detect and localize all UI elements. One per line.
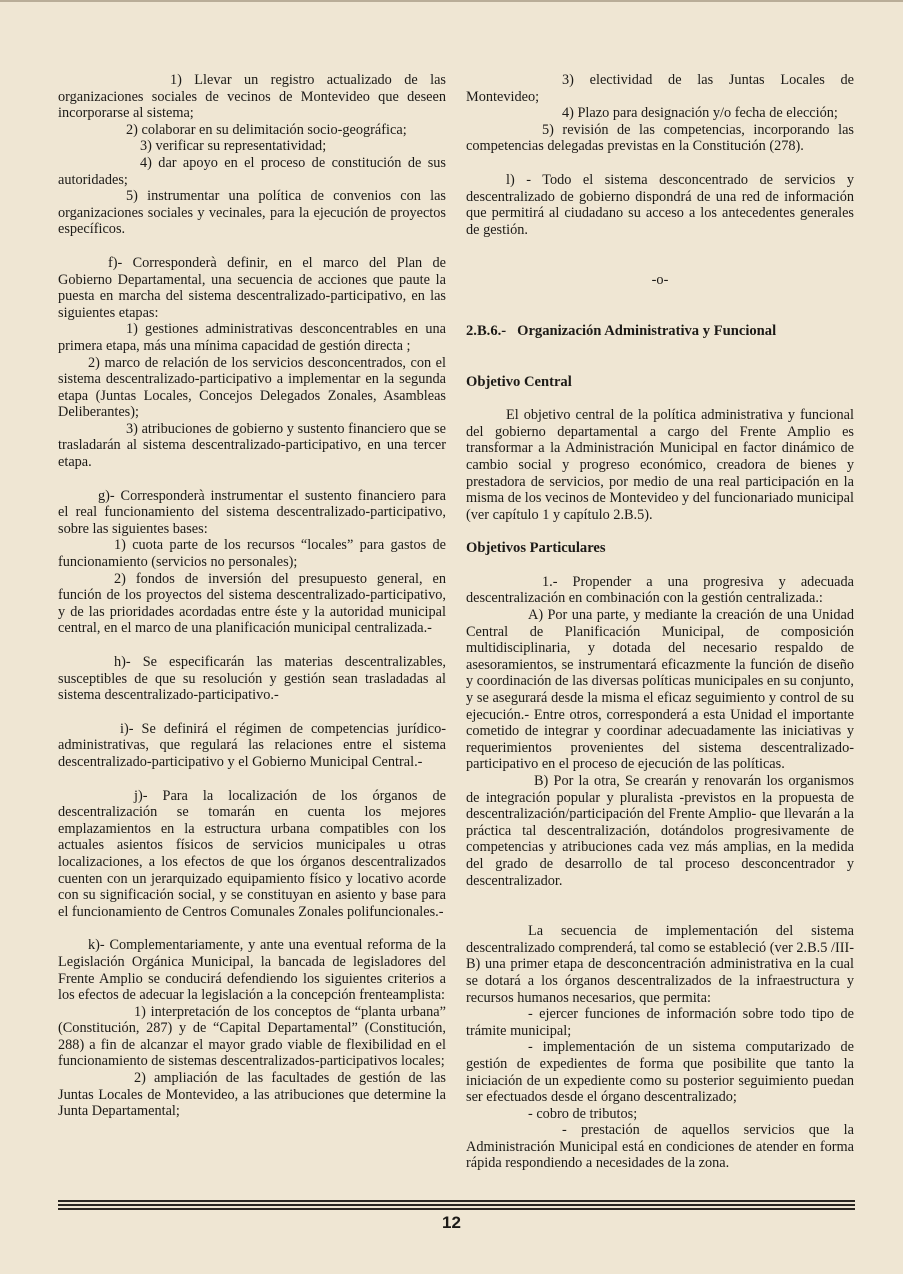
- paragraph-g-2: 2) fondos de inversión del presupuesto general, en función de los proyectos del sistema descentralizado-participativo, y de las prioridades acordadas entre éste y la autoridad municipal central, en el marco de una planificación municipal centralizada.-: [58, 570, 446, 637]
- footer-rule-bottom: [58, 1208, 855, 1210]
- footer-rule-top: [58, 1200, 855, 1202]
- bullet-informacion: - ejercer funciones de información sobre todo tipo de trámite municipal;: [466, 1006, 854, 1039]
- paragraph-h: h)- Se especificarán las materias descentralizables, susceptibles de que su resolución y gestión sean trasladadas al sistema descentralizado-participativo.-: [58, 654, 446, 704]
- page-number: 12: [442, 1213, 461, 1232]
- paragraph-k-3: 3) electividad de las Juntas Locales de Montevideo;: [466, 72, 854, 105]
- paragraph-k: k)- Complementariamente, y ante una eventual reforma de la Legislación Orgánica Municipal, la bancada de legisladores del Frente Amplio se conducirá defendiendo los siguientes criterios a los efectos de adecuar la legislación a la concepción frenteamplista:: [58, 937, 446, 1004]
- paragraph-g: g)- Corresponderà instrumentar el sustento financiero para el real funcionamiento del sistema descentralizado-participativo, sobre las siguientes bases:: [58, 487, 446, 537]
- paragraph-secuencia: La secuencia de implementación del sistema descentralizado comprenderá, tal como se estableció (ver 2.B.5 /III-B) una primer etapa de desconcentración administrativa en la cual se dotará a los órganos descentralizados de la infraestructura y recursos humanos necesarios, que permita:: [466, 923, 854, 1006]
- bullet-computarizado: - implementación de un sistema computarizado de gestión de expedientes de forma que posibilite que tanto la iniciación de un expediente como su posterior seguimiento puedan ser efectuados desde el órgano descentralizado;: [466, 1039, 854, 1106]
- paragraph-e-1: 1) Llevar un registro actualizado de las organizaciones sociales de vecinos de Montevideo que deseen incorporarse al sistema;: [58, 72, 446, 122]
- paragraph-objetivo-central: El objetivo central de la política administrativa y funcional del gobierno departamental a cargo del Frente Amplio es transformar a la Administración Municipal en factor dinámico de cambio social y progreso económico, creadora de bienes y prestadora de servicios, por medio de una real participación en la misma de los vecinos de Montevideo y del funcionariado municipal (ver capítulo 1 y capítulo 2.B.5).: [466, 407, 854, 523]
- separator: -o-: [651, 272, 669, 289]
- paragraph-e-5: 5) instrumentar una política de convenios con las organizaciones sociales y vecinales, para la ejecución de proyectos específicos.: [58, 188, 446, 238]
- paragraph-k-2: 2) ampliación de las facultades de gestión de las Juntas Locales de Montevideo, a las atribuciones que determine la Junta Departamental;: [58, 1070, 446, 1120]
- paragraph-k-1: 1) interpretación de los conceptos de “planta urbana” (Constitución, 287) y de “Capital Departamental” (Constitución, 288) a fin de alcanzar el mayor grado viable de flexibilidad en el funcionamiento de sistemas descentralizados-participativos locales;: [58, 1003, 446, 1070]
- right-column: [466, 72, 854, 1172]
- paragraph-i: i)- Se definirá el régimen de competencias jurídico-administrativas, que regulará las relaciones entre el sistema descentralizado-participativo y el Gobierno Municipal Central.-: [58, 720, 446, 770]
- section-title: Organización Administrativa y Funcional: [517, 322, 777, 339]
- paragraph-f: f)- Corresponderà definir, en el marco del Plan de Gobierno Departamental, una secuencia de acciones que paute la puesta en marcha del sistema descentralizado-participativo, en las siguientes etapas:: [58, 254, 446, 321]
- paragraph-j: j)- Para la localización de los órganos de descentralización se tomarán en cuenta los mejores emplazamientos en la estructura urbana compatibles con los actuales asientos físicos de servicios municipales u otras localizaciones, a los efectos de que los órganos descentralizados cuenten con un jerarquizado equipamiento físico y locativo acorde con su significación social, y se constituyan en asiento y base para el funcionamiento de Centros Comunales Zonales polifuncionales.-: [58, 787, 446, 920]
- paragraph-f-2: 2) marco de relación de los servicios desconcentrados, con el sistema descentralizado-participativo a implementar en la segunda etapa (Juntas Locales, Concejos Delegados Zonales, Asambleas Deliberantes);: [58, 354, 446, 421]
- paragraph-k-4: 4) Plazo para designación y/o fecha de elección;: [562, 105, 838, 122]
- footer-rule-middle: [58, 1204, 855, 1206]
- paragraph-e-2: 2) colaborar en su delimitación socio-geográfica;: [126, 121, 407, 138]
- bullet-cobro: - cobro de tributos;: [528, 1105, 638, 1122]
- paragraph-l: l) - Todo el sistema desconcentrado de servicios y descentralizado de gobierno dispondrá de una red de información que permitirá al ciudadano su acceso a los antecedentes generales de gestión.: [466, 171, 854, 238]
- paragraph-e-4: 4) dar apoyo en el proceso de constitución de sus autoridades;: [58, 154, 446, 188]
- section-number: 2.B.6.-: [466, 322, 507, 339]
- paragraph-b: B) Por la otra, Se crearán y renovarán los organismos de integración popular y pluralista -previstos en la propuesta de descentralización/participación del Frente Amplio- que llevarán a la práctica tal descentralización, dotándolos progresivamente de competencias y atribuciones cada vez más amplias, en la medida del grado de desarrollo de tal proceso desconcentrador y descentralizador.: [466, 773, 854, 889]
- paragraph-e-3: 3) verificar su representatividad;: [140, 138, 327, 155]
- paragraph-a: A) Por una parte, y mediante la creación de una Unidad Central de Planificación Municipal, de composición multidisciplinaria, y dotada del necesario respaldo de asesoramientos, se instrumentará eficazmente la función de diseño y coordinación de las diversas políticas municipales en su conjunto, y se asegurará desde la misma el eficaz seguimiento y control de su ejecución.- Entre otros, corresponderá a esta Unidad el importante cometido de integrar y coordinar adecuadamente las iniciativas y requerimientos provenientes del sistema descentralizado-participativo en el proceso de ejecución de las políticas.: [466, 607, 854, 773]
- paragraph-1: 1.- Propender a una progresiva y adecuada descentralización en combinación con la gestión centralizada.:: [466, 573, 854, 607]
- paragraph-k-5: 5) revisión de las competencias, incorporando las competencias delegadas previstas en la Constitución (278).: [466, 121, 854, 155]
- heading-objetivo-central: Objetivo Central: [466, 373, 572, 390]
- heading-objetivos-particulares: Objetivos Particulares: [466, 540, 606, 557]
- paragraph-f-3: 3) atribuciones de gobierno y sustento financiero que se trasladarán al sistema descentralizado-participativo, en una tercer etapa.: [58, 420, 446, 471]
- left-column: [58, 72, 446, 1120]
- paragraph-f-1: 1) gestiones administrativas desconcentrables en una primera etapa, más una mínima capacidad de gestión directa ;: [58, 321, 446, 354]
- section-heading: [466, 323, 854, 340]
- paragraph-g-1: 1) cuota parte de los recursos “locales” para gastos de funcionamiento (servicios no personales);: [58, 537, 446, 571]
- bullet-prestacion: - prestación de aquellos servicios que la Administración Municipal está en condiciones de atender en forma rápida respondiendo a necesidades de la zona.: [466, 1122, 854, 1172]
- top-edge-line: [0, 0, 903, 2]
